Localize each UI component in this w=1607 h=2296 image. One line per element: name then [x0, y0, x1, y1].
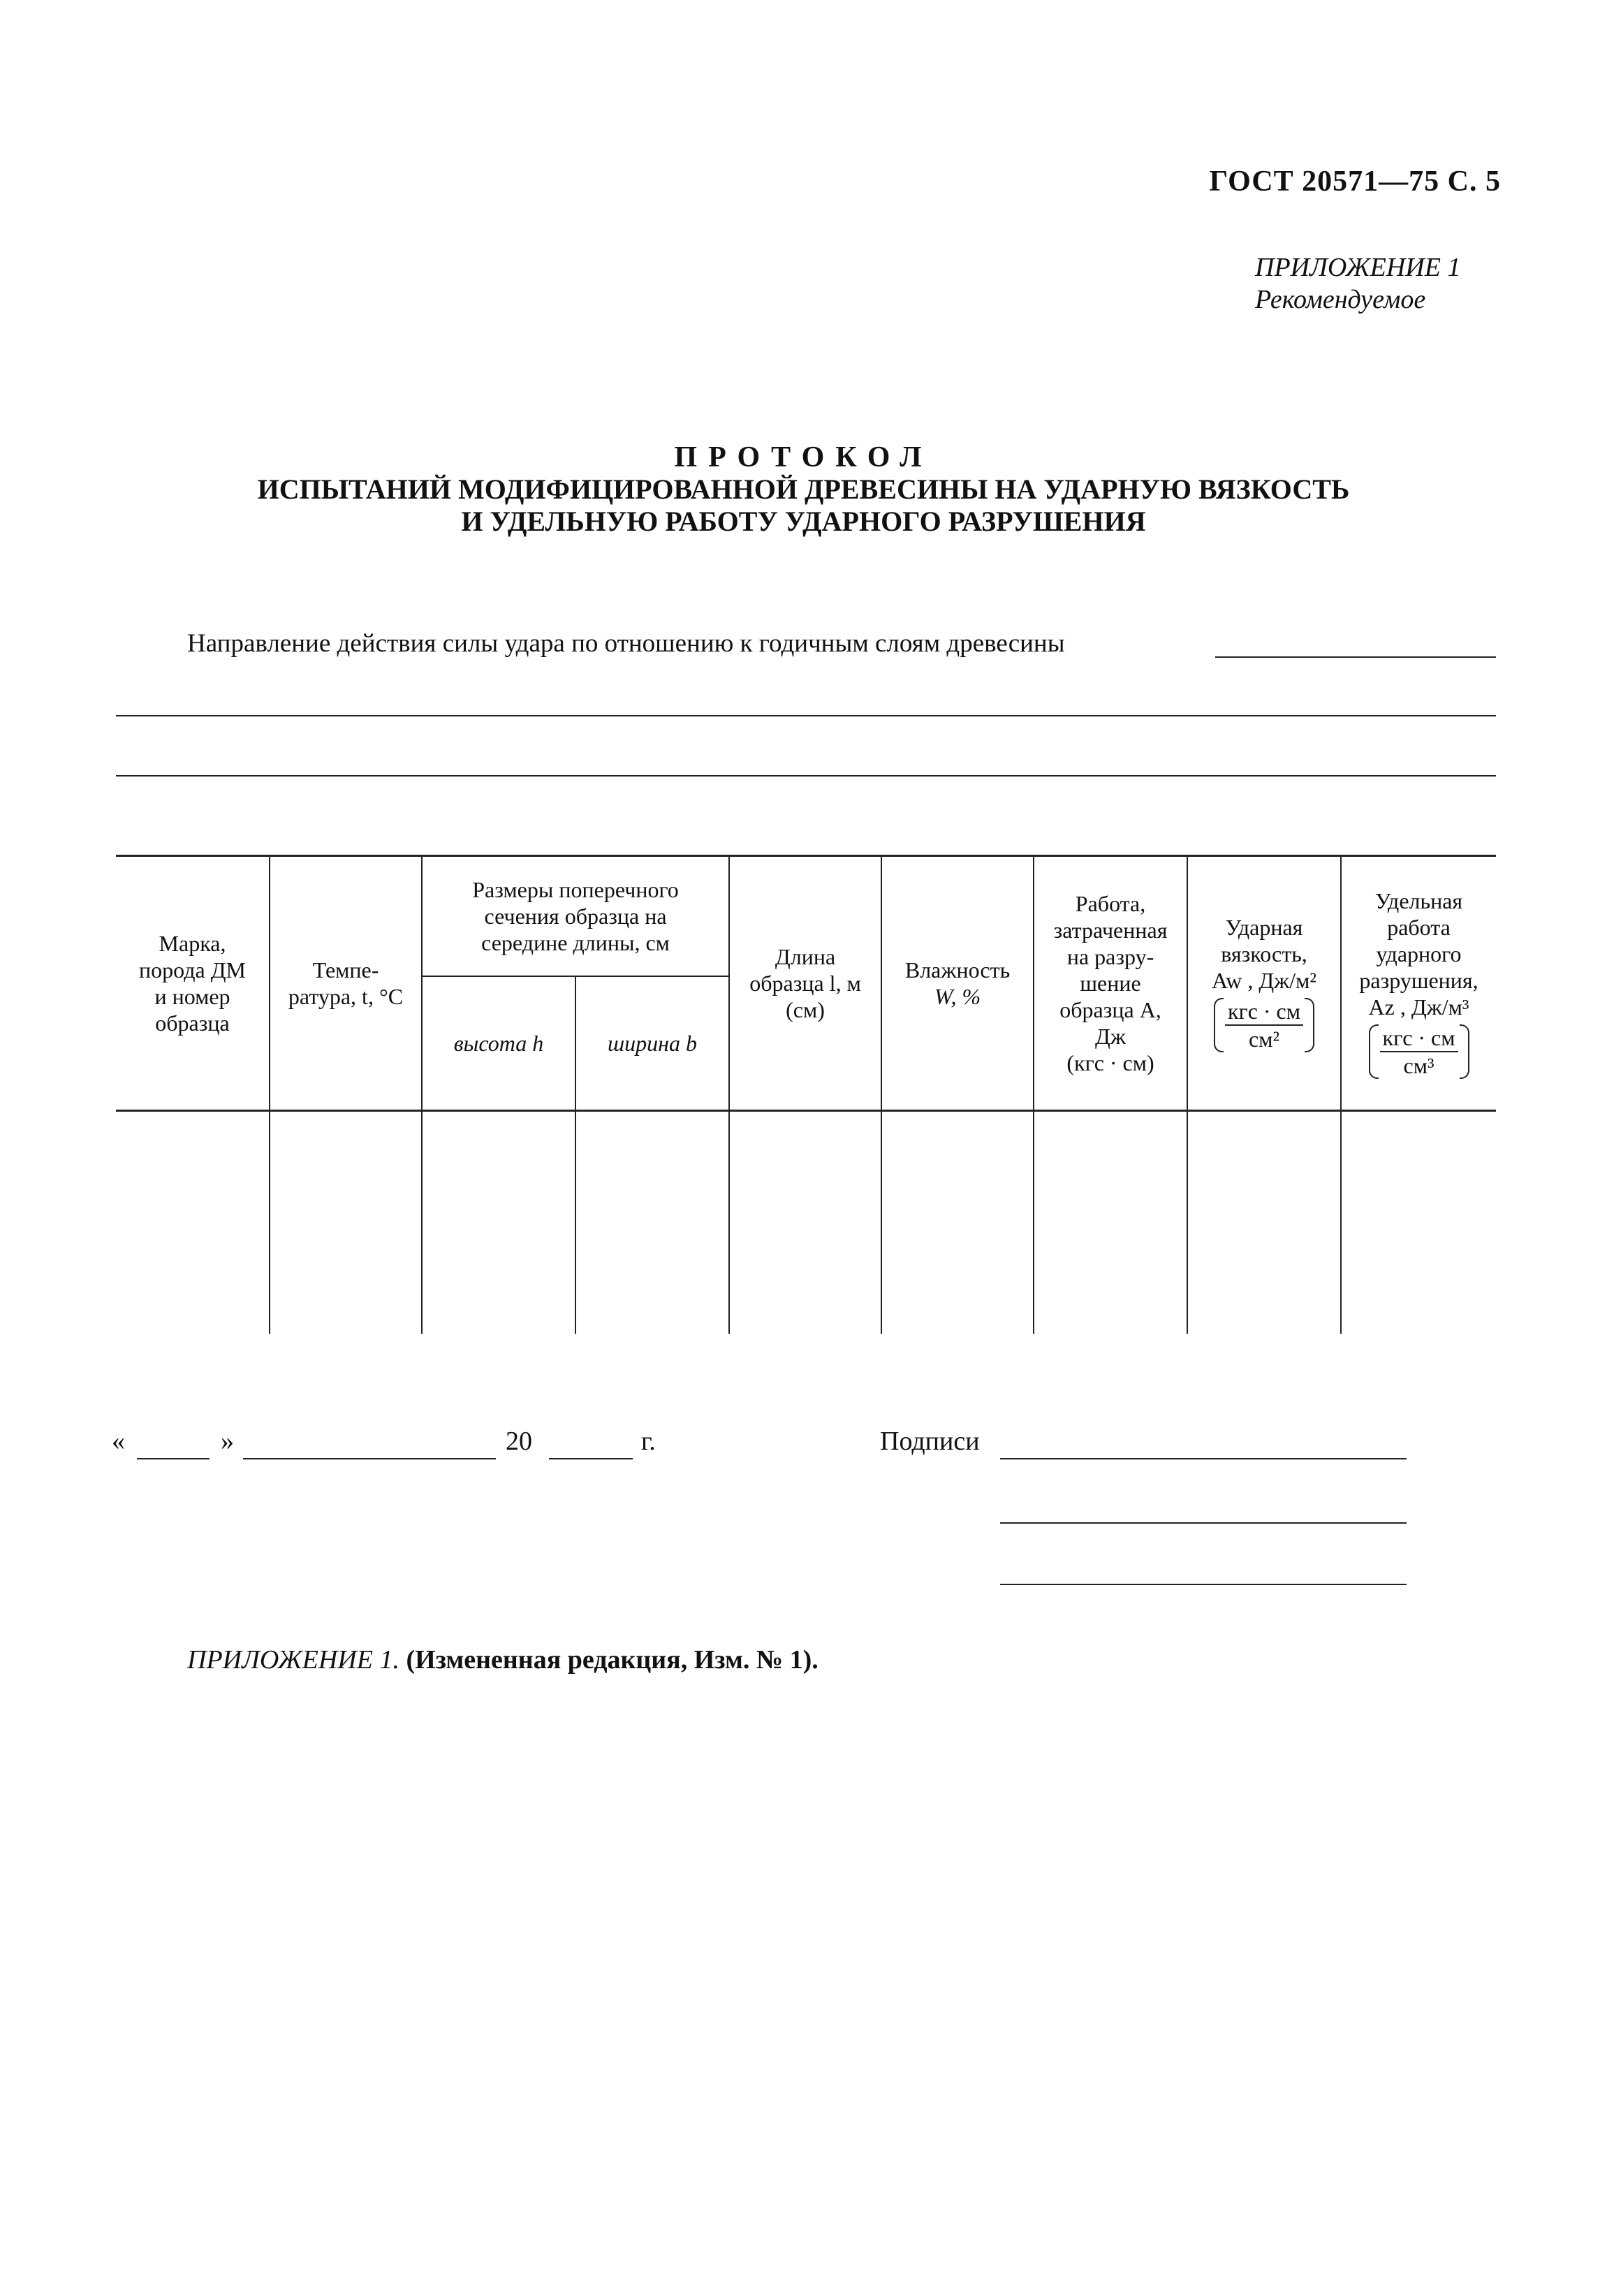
protocol-title: [0, 441, 1607, 538]
appendix-heading: [1255, 251, 1460, 316]
title-line-2: ИСПЫТАНИЙ МОДИФИЦИРОВАННОЙ ДРЕВЕСИНЫ НА УДАРНУЮ ВЯЗКОСТЬ: [257, 473, 1350, 505]
header-impact-strength: Ударная вязкость, Aw , Дж/м² $\frac{\text{кгс · см}}{\text{см²}}$: [1187, 856, 1341, 1111]
specific-work-unit: $\frac{\text{кгс · см}}{\text{см³}}$: [1369, 1024, 1469, 1079]
header-temperature: Темпе- ратура, t, °С: [270, 856, 422, 1111]
results-table: [116, 855, 1496, 1334]
table-row: [116, 1111, 1496, 1334]
direction-label: Направление действия силы удара по отношению к годичным слоям древесины: [187, 629, 1065, 658]
header-specific-work: Удельная работа ударного разрушения, Az , Дж/м³ $\frac{\text{кгс · см}}{\text{см³}}$: [1341, 856, 1496, 1111]
signature-field-2[interactable]: [1000, 1522, 1407, 1524]
direction-field-line-3[interactable]: [116, 775, 1496, 777]
date-month-field[interactable]: [243, 1458, 496, 1459]
header-work: Работа, затраченная на разру- шение образца A, Дж (кгс · см): [1034, 856, 1187, 1111]
title-line-1: ПРОТОКОЛ: [674, 441, 933, 473]
cell-work[interactable]: [1034, 1111, 1187, 1334]
date-close-quote: »: [221, 1427, 234, 1456]
header-moisture: Влажность W, %: [881, 856, 1034, 1111]
signature-field-3[interactable]: [1000, 1584, 1407, 1585]
header-height: высота h: [422, 976, 575, 1111]
impact-unit: $\frac{\text{кгс · см}}{\text{см²}}$: [1214, 998, 1314, 1052]
header-length: Длина образца l, м (см): [729, 856, 881, 1111]
cell-temperature[interactable]: [270, 1111, 422, 1334]
header-cross-section: Размеры поперечного сечения образца на середине длины, см: [422, 856, 729, 977]
date-year-suffix: г.: [641, 1427, 656, 1456]
header-mark: Марка, порода ДМ и номер образца: [116, 856, 270, 1111]
date-year-field[interactable]: [549, 1458, 633, 1459]
title-line-3: И УДЕЛЬНУЮ РАБОТУ УДАРНОГО РАЗРУШЕНИЯ: [461, 506, 1146, 537]
cell-width[interactable]: [575, 1111, 729, 1334]
appendix-status: Рекомендуемое: [1255, 285, 1426, 314]
signatures-label: Подписи: [880, 1427, 980, 1456]
cell-specific-work[interactable]: [1341, 1111, 1496, 1334]
appendix-label: ПРИЛОЖЕНИЕ 1: [1255, 253, 1461, 282]
cell-length[interactable]: [729, 1111, 881, 1334]
header-width: ширина b: [575, 976, 729, 1111]
direction-field-line[interactable]: [1215, 656, 1496, 658]
footer-revision: (Измененная редакция, Изм. № 1).: [406, 1645, 819, 1675]
signature-field-1[interactable]: [1000, 1458, 1407, 1459]
cell-impact-strength[interactable]: [1187, 1111, 1341, 1334]
footer-appendix-ref: ПРИЛОЖЕНИЕ 1.: [187, 1645, 399, 1675]
cell-mark[interactable]: [116, 1111, 270, 1334]
document-code: ГОСТ 20571—75 С. 5: [1209, 165, 1501, 198]
date-open-quote: «: [112, 1427, 125, 1456]
date-day-field[interactable]: [137, 1458, 210, 1459]
direction-field-line-2[interactable]: [116, 715, 1496, 716]
cell-moisture[interactable]: [881, 1111, 1034, 1334]
cell-height[interactable]: [422, 1111, 575, 1334]
revision-note: [187, 1644, 819, 1675]
date-year-prefix: 20: [506, 1427, 532, 1456]
